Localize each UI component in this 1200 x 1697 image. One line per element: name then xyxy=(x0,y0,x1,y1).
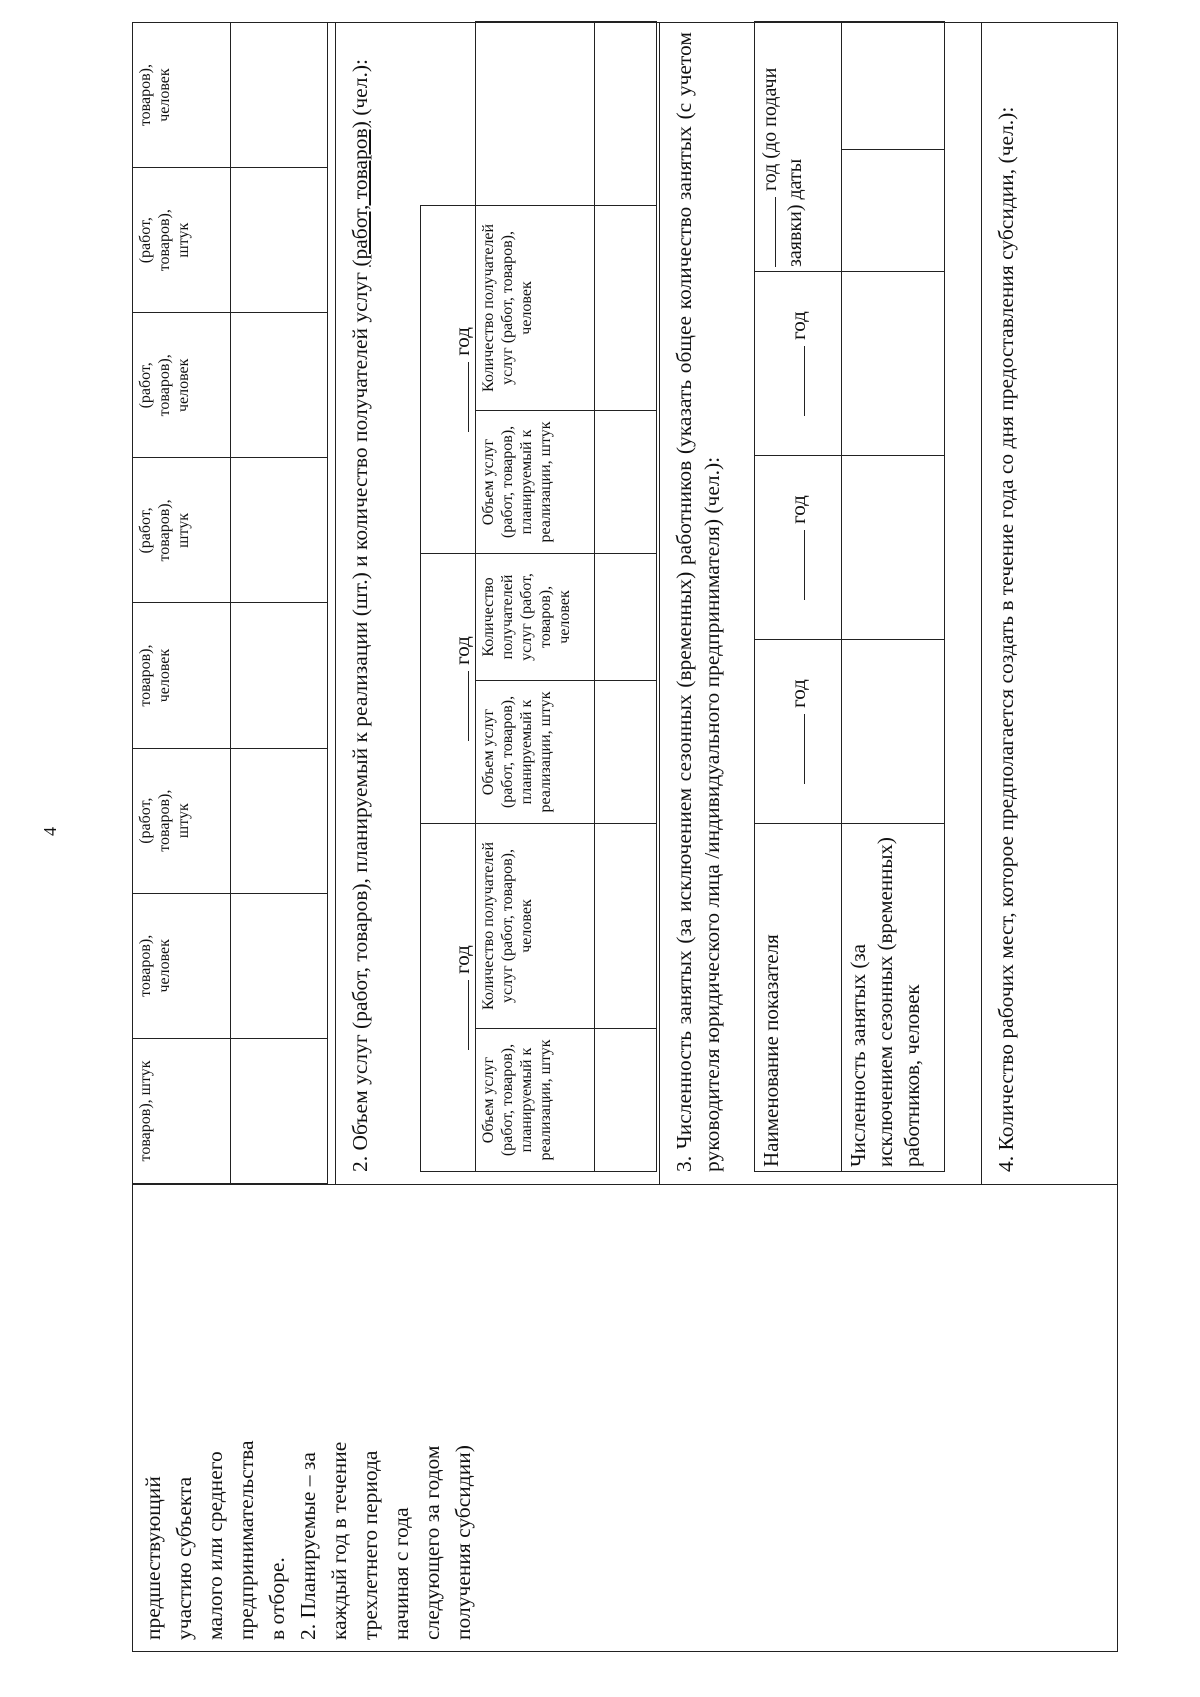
year-label: год xyxy=(450,636,474,665)
year-header xyxy=(421,205,476,553)
year-label: год xyxy=(450,945,474,974)
year-label: год xyxy=(450,327,474,356)
empty-cell xyxy=(842,21,945,149)
table-cell: (работ, товаров), штук xyxy=(133,748,231,893)
year-label: год xyxy=(785,679,810,708)
empty-cell xyxy=(595,21,657,205)
empty-cell xyxy=(842,456,945,640)
section-3-heading: 3. Численность занятых (за исключением сезонных (временных) работников (указать общее количество занятых (с учетом руководителя юридического лица /индивидуального предпринимателя) (чел.): xyxy=(672,32,724,1172)
year-blank xyxy=(759,197,776,267)
col-volume: Объем услуг (работ, товаров), планируемый к реализации, штук xyxy=(476,680,595,823)
col-count: Количество получателей услуг (работ, товаров), человек xyxy=(476,553,595,680)
empty-cell xyxy=(595,823,657,1028)
empty-cell xyxy=(842,272,945,456)
year-blank xyxy=(788,714,805,784)
left-line: получения субсидии) xyxy=(451,1445,475,1640)
left-column-text xyxy=(132,1185,479,1652)
left-line: предпринимательства xyxy=(234,1440,258,1640)
empty-cell xyxy=(842,640,945,824)
left-line: 2. Планируемые – за xyxy=(296,1452,320,1640)
year-header xyxy=(755,272,842,456)
empty-cell xyxy=(230,458,328,603)
section-4 xyxy=(982,22,1118,1184)
empty-cell xyxy=(230,748,328,893)
empty-cell xyxy=(842,150,945,272)
empty-cell xyxy=(230,23,328,168)
section-2-table xyxy=(420,21,657,1172)
rotated-form xyxy=(132,22,1118,1652)
empty-cell xyxy=(476,21,595,205)
year-blank xyxy=(788,530,805,600)
year-blank xyxy=(452,362,469,432)
left-line: в отборе. xyxy=(265,1557,289,1640)
table-cell: товаров), человек xyxy=(133,23,231,168)
empty-cell xyxy=(595,410,657,553)
section-1-continuation xyxy=(132,22,336,1184)
left-line: предшествующий xyxy=(141,1476,165,1640)
left-line: малого или среднего xyxy=(203,1451,227,1640)
empty-cell xyxy=(595,553,657,680)
left-line: следующего за годом xyxy=(420,1445,444,1640)
col-volume: Объем услуг (работ, товаров), планируемый к реализации, штук xyxy=(476,410,595,553)
col-count: Количество получателей услуг (работ, товаров), человек xyxy=(476,823,595,1028)
table-cell: товаров), штук xyxy=(133,1038,231,1183)
table-cell: товаров), человек xyxy=(133,893,231,1038)
left-line: начиная с года xyxy=(389,1507,413,1640)
year-header xyxy=(421,823,476,1171)
year-header xyxy=(421,553,476,823)
left-line: участию субъекта xyxy=(172,1476,196,1640)
section-2-heading-underlined: (работ, товаров) xyxy=(348,121,372,267)
table-cell: (работ, товаров), человек xyxy=(133,313,231,458)
year-header xyxy=(755,640,842,824)
year-label: год xyxy=(785,311,810,340)
left-line: трехлетнего периода xyxy=(358,1450,382,1640)
table-cell: (работ, товаров), штук xyxy=(133,458,231,603)
row-label: Численность занятых (за исключением сезонных (временных) работников, человек xyxy=(842,824,945,1172)
section-2-heading-text: 2. Объем услуг (работ, товаров), планируемый к реализации (шт.) и количество получателей услуг xyxy=(348,272,372,1172)
year-label: год xyxy=(785,495,810,524)
empty-cell xyxy=(595,680,657,823)
left-column xyxy=(132,1184,1118,1652)
empty-cell xyxy=(595,1029,657,1172)
continuation-table xyxy=(132,22,328,1184)
before-application-note: (до подачи заявки) xyxy=(759,67,806,267)
page-number: 4 xyxy=(40,827,60,836)
empty-cell xyxy=(230,1038,328,1183)
year-blank xyxy=(788,346,805,416)
empty-cell xyxy=(230,893,328,1038)
empty-cell xyxy=(230,168,328,313)
table-cell: (работ, товаров), штук xyxy=(133,168,231,313)
year-blank xyxy=(452,671,469,741)
table-cell: товаров), человек xyxy=(133,603,231,748)
year-label: год xyxy=(759,163,781,191)
col-volume: Объем услуг (работ, товаров), планируемый к реализации, штук xyxy=(476,1029,595,1172)
section-4-heading: 4. Количество рабочих мест, которое предполагается создать в течение года со дня предоставления субсидии, (чел.): xyxy=(994,106,1018,1172)
col-count: Количество получателей услуг (работ, товаров), человек xyxy=(476,205,595,410)
date-word: даты xyxy=(784,158,806,200)
left-line: каждый год в течение xyxy=(327,1441,351,1640)
year-header xyxy=(755,456,842,640)
year-blank xyxy=(452,980,469,1050)
empty-cell xyxy=(230,313,328,458)
empty-cell xyxy=(421,21,476,205)
section-3-table xyxy=(754,21,945,1172)
section-2-heading-tail: (чел.): xyxy=(348,59,372,122)
section-2 xyxy=(336,22,660,1184)
section-3 xyxy=(660,22,982,1184)
empty-cell xyxy=(230,603,328,748)
year-header-before-application xyxy=(755,21,842,271)
empty-cell xyxy=(595,205,657,410)
col-indicator-name: Наименование показателя xyxy=(755,824,842,1172)
section-2-heading xyxy=(336,22,374,1184)
